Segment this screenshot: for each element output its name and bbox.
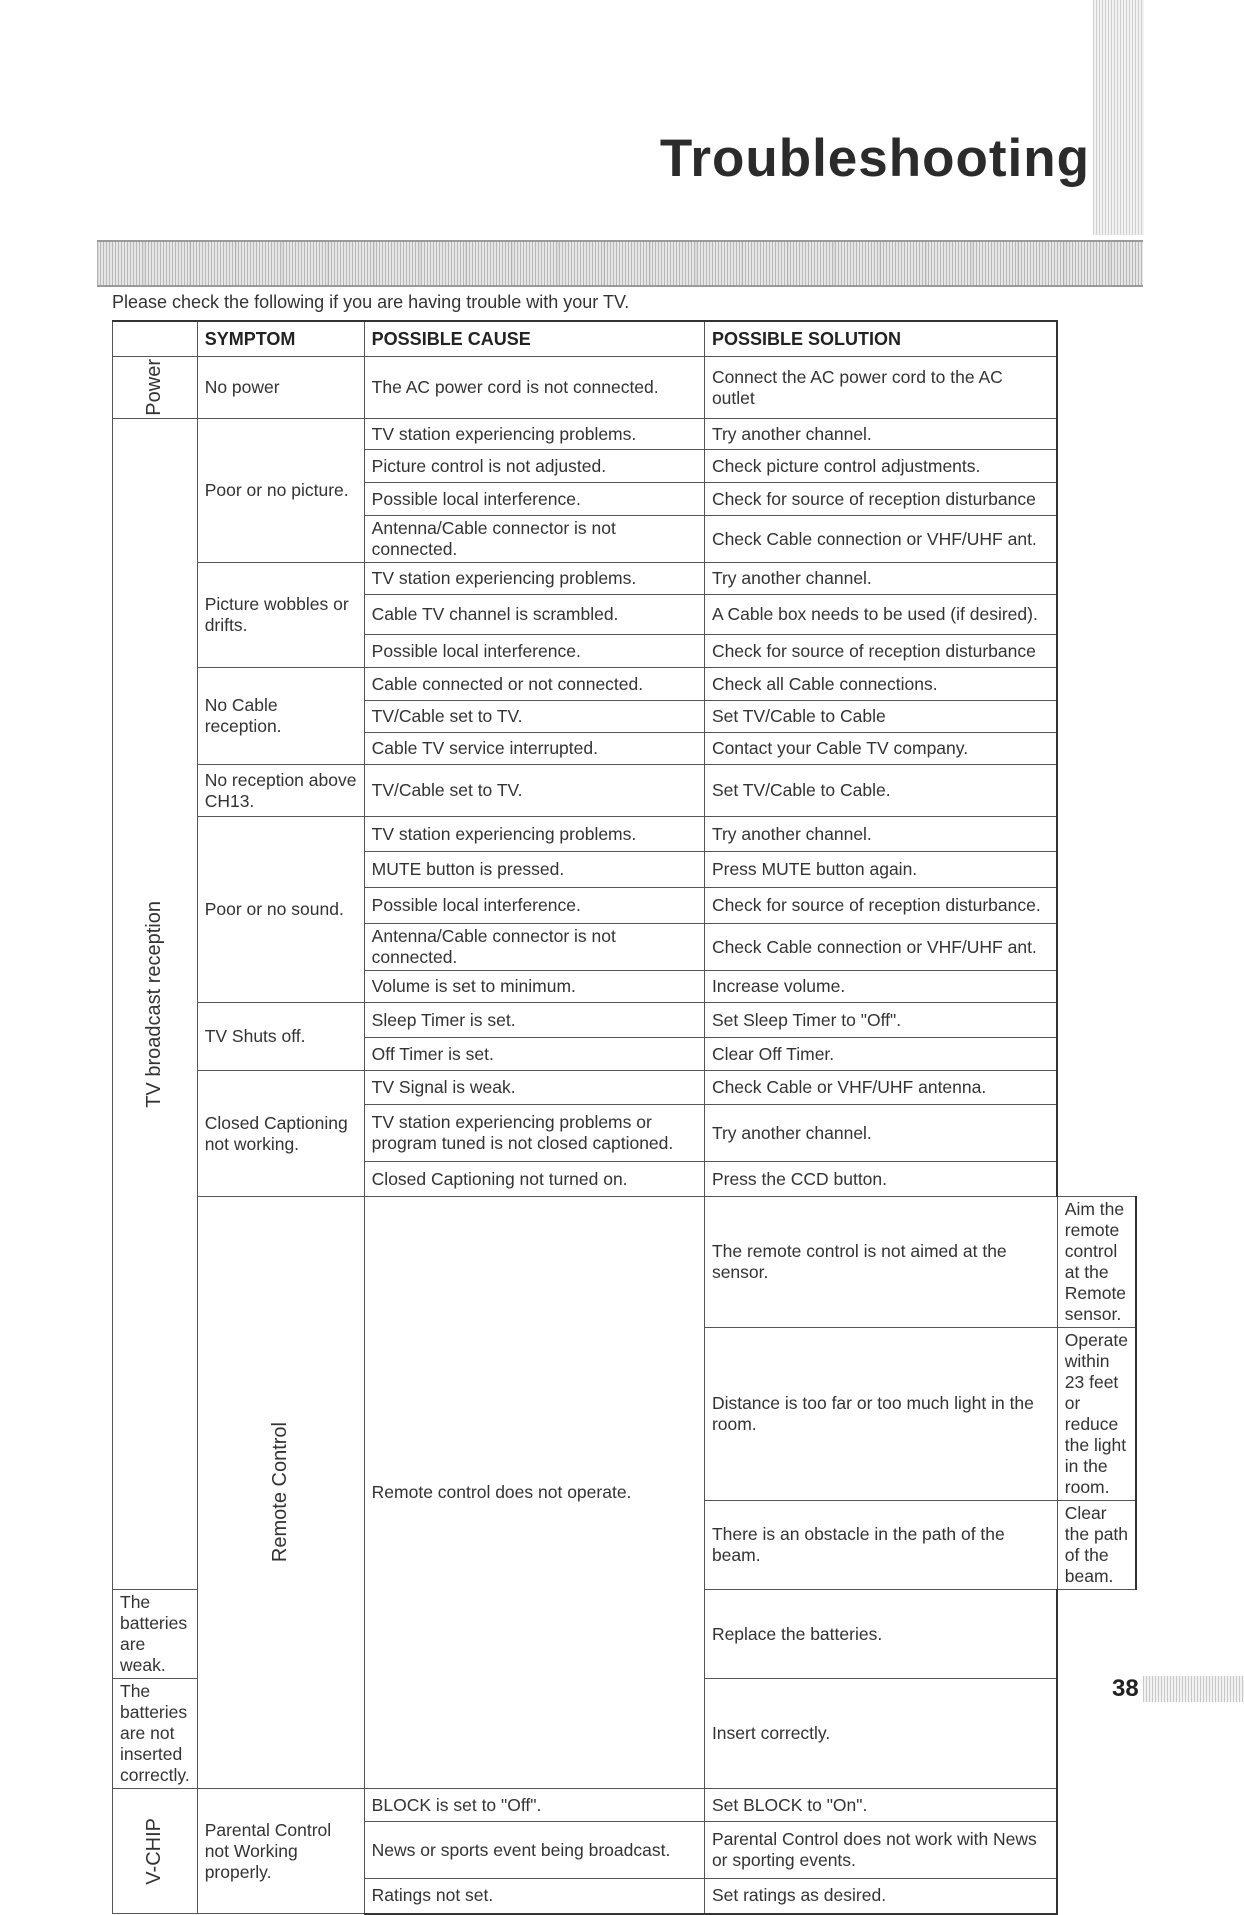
solution-cell: Connect the AC power cord to the AC outlet	[704, 357, 1057, 419]
symptom-cell: Poor or no sound.	[197, 817, 364, 1003]
title-pattern-band	[1093, 0, 1144, 235]
table-row	[113, 1003, 1137, 1038]
page-number: 38	[1112, 1675, 1139, 1702]
cause-cell: The batteries are not inserted correctly.	[113, 1679, 198, 1789]
solution-cell: Set ratings as desired.	[704, 1879, 1057, 1914]
decorative-stripe-bar	[97, 240, 1143, 287]
solution-cell: Clear the path of the beam.	[1057, 1501, 1136, 1590]
cause-cell: TV Signal is weak.	[364, 1071, 704, 1105]
table-row	[113, 765, 1137, 817]
symptom-cell: Closed Captioning not working.	[197, 1071, 364, 1197]
cause-cell: The batteries are weak.	[113, 1590, 198, 1679]
solution-cell: Increase volume.	[704, 971, 1057, 1003]
page-number-pattern	[1143, 1676, 1244, 1702]
solution-cell: Press the CCD button.	[704, 1162, 1057, 1197]
cause-cell: The remote control is not aimed at the sensor.	[704, 1197, 1057, 1328]
cause-cell: Cable TV service interrupted.	[364, 733, 704, 765]
solution-cell: Check Cable connection or VHF/UHF ant.	[704, 924, 1057, 971]
cause-cell: TV/Cable set to TV.	[364, 701, 704, 733]
troubleshooting-table	[112, 320, 1137, 1915]
solution-cell: Set TV/Cable to Cable.	[704, 765, 1057, 817]
solution-cell: Check for source of reception disturbance	[704, 635, 1057, 668]
solution-cell: Try another channel.	[704, 817, 1057, 852]
cause-cell: Possible local interference.	[364, 483, 704, 516]
cause-cell: TV station experiencing problems.	[364, 419, 704, 450]
symptom-cell: Poor or no picture.	[197, 419, 364, 563]
cause-cell: Distance is too far or too much light in the room.	[704, 1328, 1057, 1501]
table-row	[113, 817, 1137, 852]
solution-cell: Clear Off Timer.	[704, 1038, 1057, 1071]
cause-cell: TV station experiencing problems.	[364, 817, 704, 852]
cause-cell: TV station experiencing problems or program tuned is not closed captioned.	[364, 1105, 704, 1162]
table-row	[113, 357, 1137, 419]
symptom-cell: Remote control does not operate.	[364, 1197, 704, 1789]
category-remote-control: Remote Control	[197, 1197, 364, 1789]
table-header-row	[113, 321, 1137, 357]
header-cause: POSSIBLE CAUSE	[364, 321, 704, 357]
category-v-chip: V-CHIP	[113, 1789, 198, 1914]
symptom-cell: No reception above CH13.	[197, 765, 364, 817]
solution-cell: Check all Cable connections.	[704, 668, 1057, 701]
solution-cell: Replace the batteries.	[704, 1590, 1057, 1679]
solution-cell: Set BLOCK to "On".	[704, 1789, 1057, 1822]
table-row	[113, 1789, 1137, 1822]
cause-cell: Sleep Timer is set.	[364, 1003, 704, 1038]
header-solution: POSSIBLE SOLUTION	[704, 321, 1057, 357]
solution-cell: Check for source of reception disturbance	[704, 483, 1057, 516]
cause-cell: Volume is set to minimum.	[364, 971, 704, 1003]
solution-cell: Check Cable connection or VHF/UHF ant.	[704, 516, 1057, 563]
cause-cell: Antenna/Cable connector is not connected.	[364, 516, 704, 563]
table-row	[113, 668, 1137, 701]
solution-cell: Operate within 23 feet or reduce the light in the room.	[1057, 1328, 1136, 1501]
page-title: Troubleshooting	[659, 129, 1090, 188]
cause-cell: Closed Captioning not turned on.	[364, 1162, 704, 1197]
solution-cell: Check picture control adjustments.	[704, 450, 1057, 483]
solution-cell: Insert correctly.	[704, 1679, 1057, 1789]
cause-cell: Cable TV channel is scrambled.	[364, 595, 704, 635]
table-row	[113, 563, 1137, 595]
solution-cell: Try another channel.	[704, 1105, 1057, 1162]
cause-cell: Picture control is not adjusted.	[364, 450, 704, 483]
table-row	[113, 1071, 1137, 1105]
cause-cell: Ratings not set.	[364, 1879, 704, 1914]
cause-cell: The AC power cord is not connected.	[364, 357, 704, 419]
category-tv-broadcast: TV broadcast reception	[113, 419, 198, 1590]
solution-cell: Set Sleep Timer to "Off".	[704, 1003, 1057, 1038]
cause-cell: TV station experiencing problems.	[364, 563, 704, 595]
cause-cell: BLOCK is set to "Off".	[364, 1789, 704, 1822]
solution-cell: Try another channel.	[704, 419, 1057, 450]
solution-cell: Parental Control does not work with News or sporting events.	[704, 1822, 1057, 1879]
solution-cell: Contact your Cable TV company.	[704, 733, 1057, 765]
solution-cell: Try another channel.	[704, 563, 1057, 595]
category-power: Power	[113, 357, 198, 419]
solution-cell: Check for source of reception disturbance.	[704, 888, 1057, 924]
cause-cell: Possible local interference.	[364, 635, 704, 668]
header-corner	[113, 321, 198, 357]
symptom-cell: TV Shuts off.	[197, 1003, 364, 1071]
cause-cell: TV/Cable set to TV.	[364, 765, 704, 817]
symptom-cell: Parental Control not Working properly.	[197, 1789, 364, 1914]
cause-cell: Antenna/Cable connector is not connected.	[364, 924, 704, 971]
solution-cell: Check Cable or VHF/UHF antenna.	[704, 1071, 1057, 1105]
cause-cell: Off Timer is set.	[364, 1038, 704, 1071]
cause-cell: MUTE button is pressed.	[364, 852, 704, 888]
solution-cell: A Cable box needs to be used (if desired).	[704, 595, 1057, 635]
table-row	[113, 419, 1137, 450]
intro-text: Please check the following if you are having trouble with your TV.	[112, 292, 630, 312]
symptom-cell: No power	[197, 357, 364, 419]
header-symptom: SYMPTOM	[197, 321, 364, 357]
solution-cell: Press MUTE button again.	[704, 852, 1057, 888]
table-row	[113, 1197, 1137, 1328]
solution-cell: Aim the remote control at the Remote sensor.	[1057, 1197, 1136, 1328]
solution-cell: Set TV/Cable to Cable	[704, 701, 1057, 733]
cause-cell: Possible local interference.	[364, 888, 704, 924]
symptom-cell: No Cable reception.	[197, 668, 364, 765]
cause-cell: News or sports event being broadcast.	[364, 1822, 704, 1879]
symptom-cell: Picture wobbles or drifts.	[197, 563, 364, 668]
cause-cell: There is an obstacle in the path of the beam.	[704, 1501, 1057, 1590]
cause-cell: Cable connected or not connected.	[364, 668, 704, 701]
